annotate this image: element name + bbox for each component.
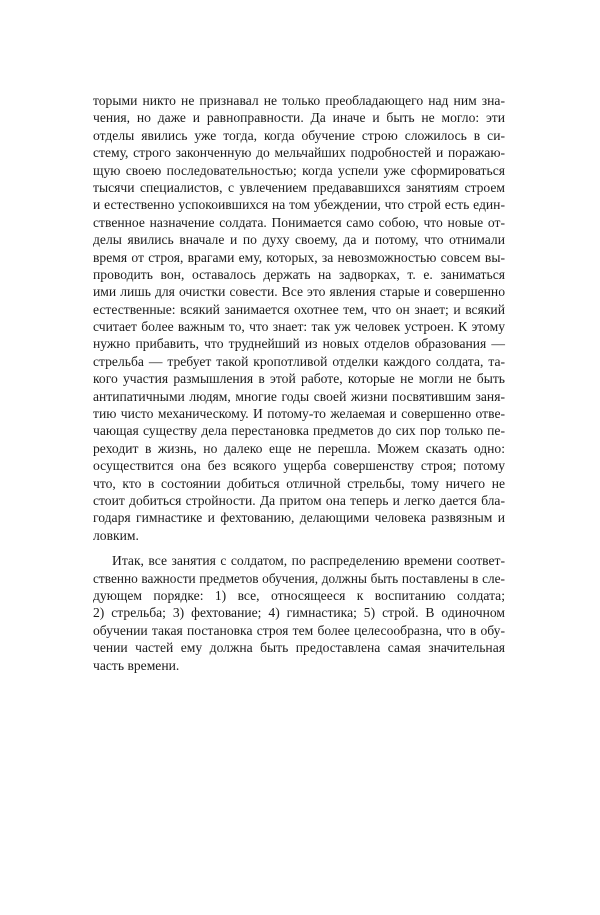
text-line: что, кто в состоянии добиться отличной стрельбы, тому ничего не	[93, 475, 505, 491]
text-line: ственно важности предметов обучения, должны быть поставлены в сле-	[93, 570, 505, 586]
text-line: обучении такая постановка строя тем более целесообразна, что в обу-	[93, 622, 505, 638]
text-line: дующем порядке: 1) все, относящееся к воспитанию солдата;	[93, 587, 505, 603]
paragraph-2	[93, 552, 505, 674]
text-line: кого участия размышления в этой работе, которые не могли не быть	[93, 371, 505, 387]
text-line: чении частей ему должна быть предоставлена самая значительная	[93, 640, 505, 656]
text-line: 2) стрельба; 3) фехтование; 4) гимнастика; 5) строй. В одиночном	[93, 605, 505, 621]
paragraph-1	[93, 92, 505, 544]
text-line: стоит добиться стройности. Да притом она теперь и легко дается бла-	[93, 492, 505, 508]
text-line: чения, но даже и равноправности. Да иначе и быть не могло: эти	[93, 110, 505, 126]
text-line: реходит в жизнь, но далеко еще не перешла. Можем сказать одно:	[93, 440, 505, 456]
text-line: антипатичными людям, многие годы своей жизни посвятившим заня-	[93, 388, 505, 404]
text-line: чающая существу дела перестановка предметов до сих пор только пе-	[93, 423, 505, 439]
page-text	[93, 92, 505, 674]
text-line: стрельба — требует такой кропотливой отделки каждого солдата, та-	[93, 353, 505, 369]
paragraph-gap	[93, 544, 505, 552]
text-line: и естественно успокоившихся на том убеждении, что строй есть един-	[93, 197, 505, 213]
text-line: время от строя, врагами ему, которых, за невозможностью совсем вы-	[93, 249, 505, 265]
text-line: Итак, все занятия с солдатом, по распределению времени соответ-	[112, 553, 505, 569]
text-line: осуществится она без всякого ущерба совершенству строя; потому	[93, 458, 505, 474]
text-line: торыми никто не признавал не только преобладающего над ним зна-	[93, 93, 505, 108]
text-line: часть времени.	[93, 657, 180, 673]
text-line: годаря гимнастике и фехтованию, делающими человека развязным и	[93, 510, 505, 526]
text-line: стему, строго законченную до мельчайших подробностей и поражаю-	[93, 145, 505, 161]
text-line: проводить вон, оставалось держать на задворках, т. е. заниматься	[93, 266, 505, 282]
text-line: ственное назначение солдата. Понимается само собою, что новые от-	[93, 214, 505, 230]
text-line: считает более важным то, что знает: так уж человек устроен. К этому	[93, 319, 505, 335]
text-line: естественные: всякий занимается охотнее тем, что он знает; и всякий	[93, 301, 505, 317]
text-line: отделы явились уже тогда, когда обучение строю сложилось в си-	[93, 127, 505, 143]
text-line: тысячи специалистов, с увлечением предававшихся занятиям строем	[93, 179, 505, 195]
text-line: тию чисто механическому. И потому-то желаемая и совершенно отве-	[93, 406, 505, 422]
text-line: ловким.	[93, 527, 139, 543]
text-line: щую своею последовательностью; когда успели уже сформироваться	[93, 162, 505, 178]
text-line: делы явились вначале и по духу своему, да и потому, что отнимали	[93, 232, 505, 248]
text-line: ими лишь для очистки совести. Все это явления старые и совершенно	[93, 284, 505, 300]
text-line: нужно прибавить, что труднейший из новых отделов образования —	[93, 336, 505, 352]
